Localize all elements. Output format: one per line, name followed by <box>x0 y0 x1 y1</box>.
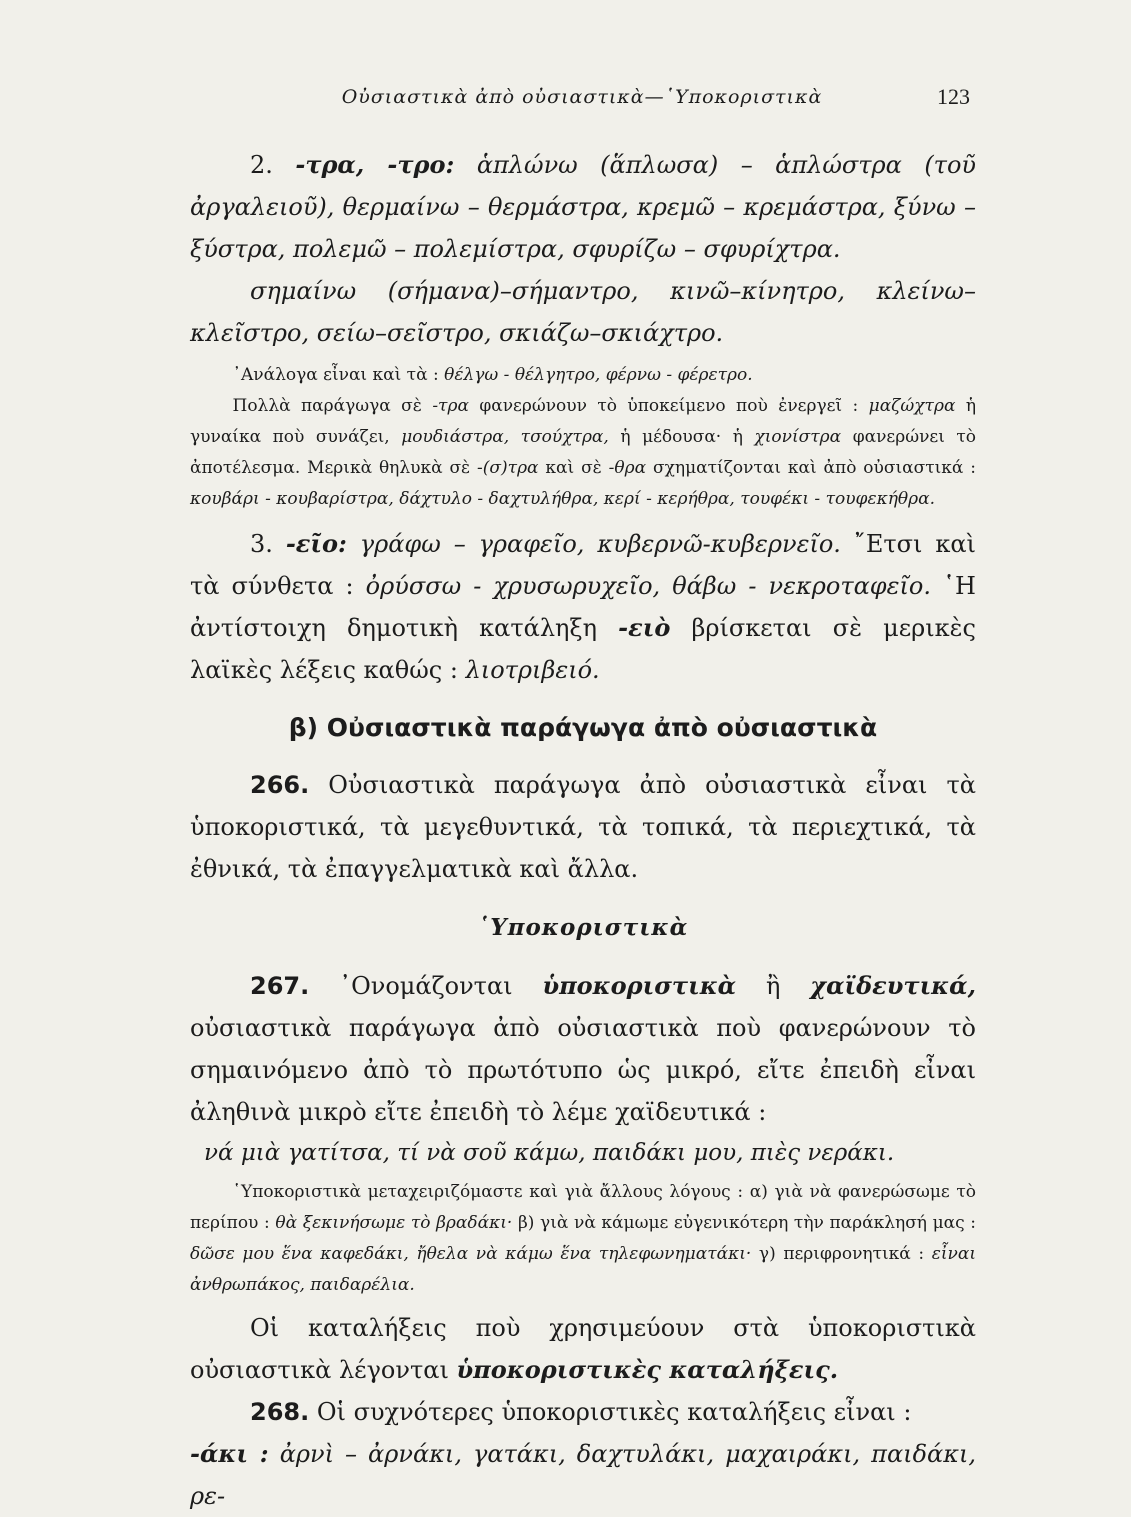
page-body <box>190 144 976 1517</box>
suffix-term: -τρα <box>432 396 469 416</box>
note-text: καὶ σὲ <box>545 458 602 478</box>
body-text: ἢ <box>766 972 781 1000</box>
example-text: δῶσε μου ἕνα καφεδάκι, ἤθελα νὰ κάμω ἕνα τηλεφωνηματάκι· <box>190 1244 752 1264</box>
example-text: κουβάρι - κουβαρίστρα, δάχτυλο - δαχτυλήθρα, κερί - κερήθρα, τουφέκι - τουφεκήθρα. <box>190 489 936 509</box>
paragraph-3 <box>190 523 976 691</box>
paragraph-266 <box>190 764 976 890</box>
example-text: θὰ ξεκινήσωμε τὸ βραδάκι· <box>275 1213 513 1233</box>
body-text: βρίσκεται σὲ μερικὲς λαϊκὲς λέξεις καθώς : <box>190 614 976 684</box>
body-text: Οὐσιαστικὰ παράγωγα ἀπὸ οὐσιαστικὰ εἶναι τὰ ὑποκοριστικά, τὰ μεγεθυντικά, τὰ τοπικά, τὰ περιεχτικά, τὰ ἐθνικά, τὰ ἐπαγγελματικὰ καὶ ἄλλα. <box>190 771 976 883</box>
paragraph-number: 266. <box>250 771 310 799</box>
item-label: 2. <box>250 151 273 179</box>
note-text: β) γιὰ νὰ κάμωμε εὐγενικότερη τὴν παράκλησή μας : <box>517 1213 977 1233</box>
note-text: ἡ μέδουσα· ἡ <box>620 427 743 447</box>
paragraph-267 <box>190 965 976 1133</box>
example-text: λιοτριβειό. <box>465 656 600 684</box>
page-header <box>190 86 974 120</box>
section-heading: β) Οὐσιαστικὰ παράγωγα ἀπὸ οὐσιαστικὰ <box>288 713 878 742</box>
example-text: θέλγω - θέλγητρο, φέρνω - φέρετρο. <box>444 365 753 385</box>
item-label: 3. <box>250 530 273 558</box>
body-text: Οἱ καταλήξεις ποὺ χρησιμεύουν στὰ ὑποκοριστικὰ οὐσιαστικὰ λέγονται <box>190 1314 976 1384</box>
note-text: γ) περιφρονητικά : <box>758 1244 925 1264</box>
example-text: μαζώχτρα <box>868 396 956 416</box>
example-text: ἁπλώνω (ἅπλωσα) – ἁπλώστρα (τοῦ ἀργαλειοῦ), θερμαίνω – θερμάστρα, κρεμῶ – κρεμάστρα, ξύνω – ξύστρα, πολεμῶ – πολεμίστρα, σφυρίζω – σφυρίχτρα. <box>190 151 976 263</box>
suffix-term: -(σ)τρα <box>477 458 539 478</box>
running-title: Οὐσιαστικὰ ἀπὸ οὐσιαστικὰ—῾Υποκοριστικὰ <box>341 86 823 108</box>
note-analoga <box>190 360 976 391</box>
key-term: ὑποκοριστικὲς καταλήξεις. <box>456 1355 839 1384</box>
paragraph-endings <box>190 1307 976 1391</box>
body-text: ῎Ετσι καὶ τὰ σύνθετα : <box>190 530 976 600</box>
example-line: νά μιὰ γατίτσα, τί νὰ σοῦ κάμω, παιδάκι μου, πιὲς νεράκι. <box>204 1140 895 1166</box>
body-text: οὐσιαστικὰ παράγωγα ἀπὸ οὐσιαστικὰ ποὺ φανερώνουν τὸ σημαινόμενο ἀπὸ τὸ πρωτότυπο ὡς μικρό, εἴτε ἐπειδὴ εἶναι ἀληθινὰ μικρὸ εἴτε ἐπειδὴ τὸ λέμε χαϊδευτικά : <box>190 1014 976 1126</box>
body-text: ᾿Ονομάζονται <box>339 972 513 1000</box>
paragraph-2 <box>190 144 976 270</box>
suffix-term: -εῖο: <box>285 529 347 558</box>
note-text: ᾿Ανάλογα εἶναι καὶ τὰ : <box>232 365 439 385</box>
note-text: ἡ γυναίκα ποὺ συνάζει, <box>190 396 977 447</box>
example-text: μουδιάστρα, τσούχτρα, <box>401 427 609 447</box>
subsection-heading: ῾Υποκοριστικὰ <box>477 914 689 941</box>
example-text: εἶναι ἀνθρωπάκος, παιδαρέλια. <box>190 1244 977 1295</box>
page-number: 123 <box>937 84 970 109</box>
example-text: γράφω – γραφεῖο, κυβερνῶ-κυβερνεῖο. <box>359 530 841 558</box>
suffix-term: -άκι : <box>190 1439 269 1468</box>
key-term: χαϊδευτικά, <box>810 971 976 1000</box>
note-polla <box>190 391 976 515</box>
suffix-term: -ειὸ <box>618 613 671 642</box>
example-text: ὀρύσσω - χρυσωρυχεῖο, θάβω - νεκροταφεῖο. <box>365 572 931 600</box>
paragraph-268-list <box>190 1433 976 1517</box>
note-text: σχηματίζονται καὶ ἀπὸ οὐσιαστικά : <box>653 458 976 478</box>
note-text: Πολλὰ παράγωγα σὲ <box>232 396 422 416</box>
body-text: Οἱ συχνότερες ὑποκοριστικὲς καταλήξεις εἶναι : <box>316 1398 912 1426</box>
paragraph-268 <box>190 1391 976 1433</box>
note-text: φανερώνουν τὸ ὑποκείμενο ποὺ ἐνεργεῖ : <box>479 396 859 416</box>
paragraph-number: 268. <box>250 1398 310 1426</box>
suffix-term: -τρα, -τρο: <box>295 150 455 179</box>
note-hypokoristika <box>190 1177 976 1301</box>
body-text: ῾Η ἀντίστοιχη δημοτικὴ κατάληξη <box>190 572 976 642</box>
note-text: φανερώνει τὸ ἀποτέλεσμα. Μερικὰ θηλυκὰ σὲ <box>190 427 977 478</box>
suffix-term: -θρα <box>608 458 647 478</box>
paragraph-2b: σημαίνω (σήμανα)–σήμαντρο, κινῶ–κίνητρο, κλείνω–κλεῖστρο, σείω–σεῖστρο, σκιάζω–σκιάχτρο. <box>190 277 976 347</box>
example-text: χιονίστρα <box>754 427 842 447</box>
paragraph-number: 267. <box>250 972 310 1000</box>
note-text: ῾Υποκοριστικὰ μεταχειριζόμαστε καὶ γιὰ ἄλλους λόγους : α) γιὰ νὰ φανερώσωμε τὸ περίπου : <box>190 1182 976 1233</box>
example-text: ἀρνὶ – ἀρνάκι, γατάκι, δαχτυλάκι, μαχαιράκι, παιδάκι, ρε- <box>190 1440 977 1510</box>
key-term: ὑποκοριστικὰ <box>542 971 737 1000</box>
